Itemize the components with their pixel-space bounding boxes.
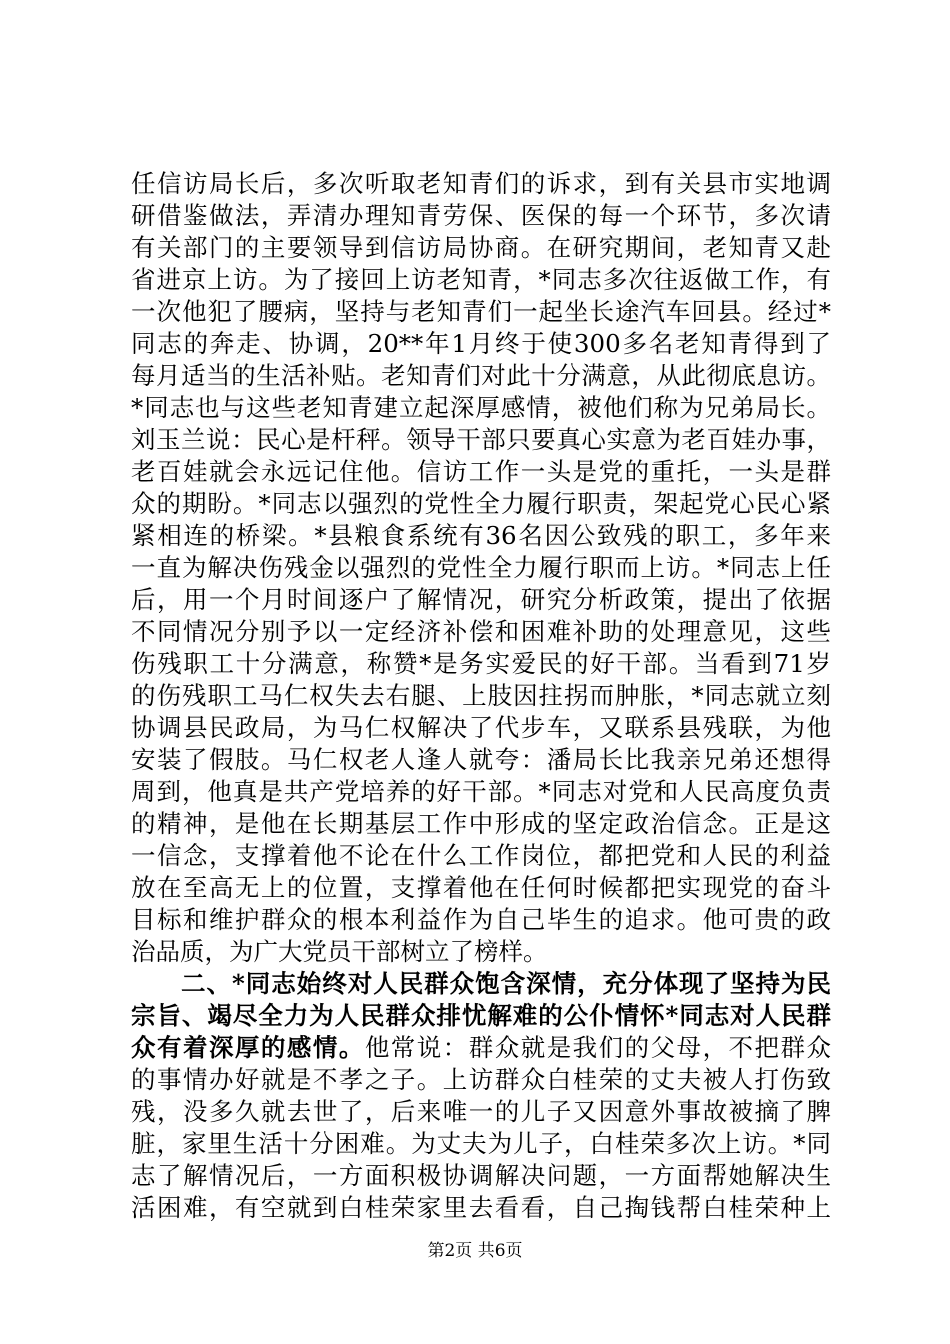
- text-line: 残，没多久就去世了，后来唯一的儿子又因意外事故被摘了脾: [131, 1097, 831, 1126]
- text-line: 不同情况分别予以一定经济补偿和困难补助的处理意见，这些: [131, 617, 831, 646]
- text-line: 协调县民政局，为马仁权解决了代步车，又联系县残联，为他: [131, 713, 831, 742]
- text-line: 安装了假肢。马仁权老人逢人就夸：潘局长比我亲兄弟还想得: [131, 745, 831, 774]
- page-footer: 第2页 共6页: [427, 1241, 523, 1261]
- text-line: 放在至高无上的位置，支撑着他在任何时候都把实现党的奋斗: [131, 873, 831, 902]
- text-line: 一信念，支撑着他不论在什么工作岗位，都把党和人民的利益: [131, 841, 831, 870]
- text-line: 周到，他真是共产党培养的好干部。*同志对党和人民高度负责: [131, 777, 831, 806]
- text-line: 研借鉴做法，弄清办理知青劳保、医保的每一个环节，多次请: [131, 201, 831, 230]
- text-line: 后，用一个月时间逐户了解情况，研究分析政策，提出了依据: [131, 585, 831, 614]
- text-line: 志了解情况后，一方面积极协调解决问题，一方面帮她解决生: [131, 1161, 831, 1190]
- text-line: [131, 1032, 831, 1064]
- text-line: 的伤残职工马仁权失去右腿、上肢因拄拐而肿胀，*同志就立刻: [131, 681, 831, 710]
- section-heading-line: 宗旨、竭尽全力为人民群众排忧解难的公仆情怀*同志对人民群: [131, 1001, 831, 1030]
- text-line: 治品质，为广大党员干部树立了榜样。: [131, 937, 548, 966]
- section-heading-line: [131, 968, 831, 1000]
- text-line: 紧相连的桥梁。*县粮食系统有36名因公致残的职工，多年来: [131, 521, 831, 550]
- text-line: 伤残职工十分满意，称赞*是务实爱民的好干部。当看到71岁: [131, 649, 831, 678]
- text-line: 同志的奔走、协调，20**年1月终于使300多名老知青得到了: [131, 329, 831, 358]
- document-body: [131, 168, 831, 1224]
- text-line: 老百娃就会永远记住他。信访工作一头是党的重托，一头是群: [131, 457, 831, 486]
- text-fragment: 他常说：群众就是我们的父母，不把群众: [364, 1033, 831, 1062]
- text-line: 目标和维护群众的根本利益作为自己毕生的追求。他可贵的政: [131, 905, 831, 934]
- text-line: 的事情办好就是不孝之子。上访群众白桂荣的丈夫被人打伤致: [131, 1065, 831, 1094]
- text-line: 众的期盼。*同志以强烈的党性全力履行职责，架起党心民心紧: [131, 489, 831, 518]
- section-heading-text: 众有着深厚的感情。: [131, 1033, 365, 1062]
- text-line: 脏，家里生活十分困难。为丈夫为儿子，白桂荣多次上访。*同: [131, 1129, 831, 1158]
- text-line: 一次他犯了腰病，坚持与老知青们一起坐长途汽车回县。经过*: [131, 297, 831, 326]
- text-line: *同志也与这些老知青建立起深厚感情，被他们称为兄弟局长。: [131, 393, 831, 422]
- text-line: 一直为解决伤残金以强烈的党性全力履行职而上访。*同志上任: [131, 553, 831, 582]
- text-line: 有关部门的主要领导到信访局协商。在研究期间，老知青又赴: [131, 233, 831, 262]
- text-line: 的精神，是他在长期基层工作中形成的坚定政治信念。正是这: [131, 809, 831, 838]
- text-line: 省进京上访。为了接回上访老知青，*同志多次往返做工作，有: [131, 265, 831, 294]
- text-line: 任信访局长后，多次听取老知青们的诉求，到有关县市实地调: [131, 169, 831, 198]
- text-line: 每月适当的生活补贴。老知青们对此十分满意，从此彻底息访。: [131, 361, 831, 390]
- section-heading-text: 二、*同志始终对人民群众饱含深情，充分体现了坚持为民: [180, 969, 831, 998]
- text-line: 刘玉兰说：民心是杆秤。领导干部只要真心实意为老百娃办事，: [131, 425, 831, 454]
- text-line: 活困难，有空就到白桂荣家里去看看，自己掏钱帮白桂荣种上: [131, 1193, 831, 1222]
